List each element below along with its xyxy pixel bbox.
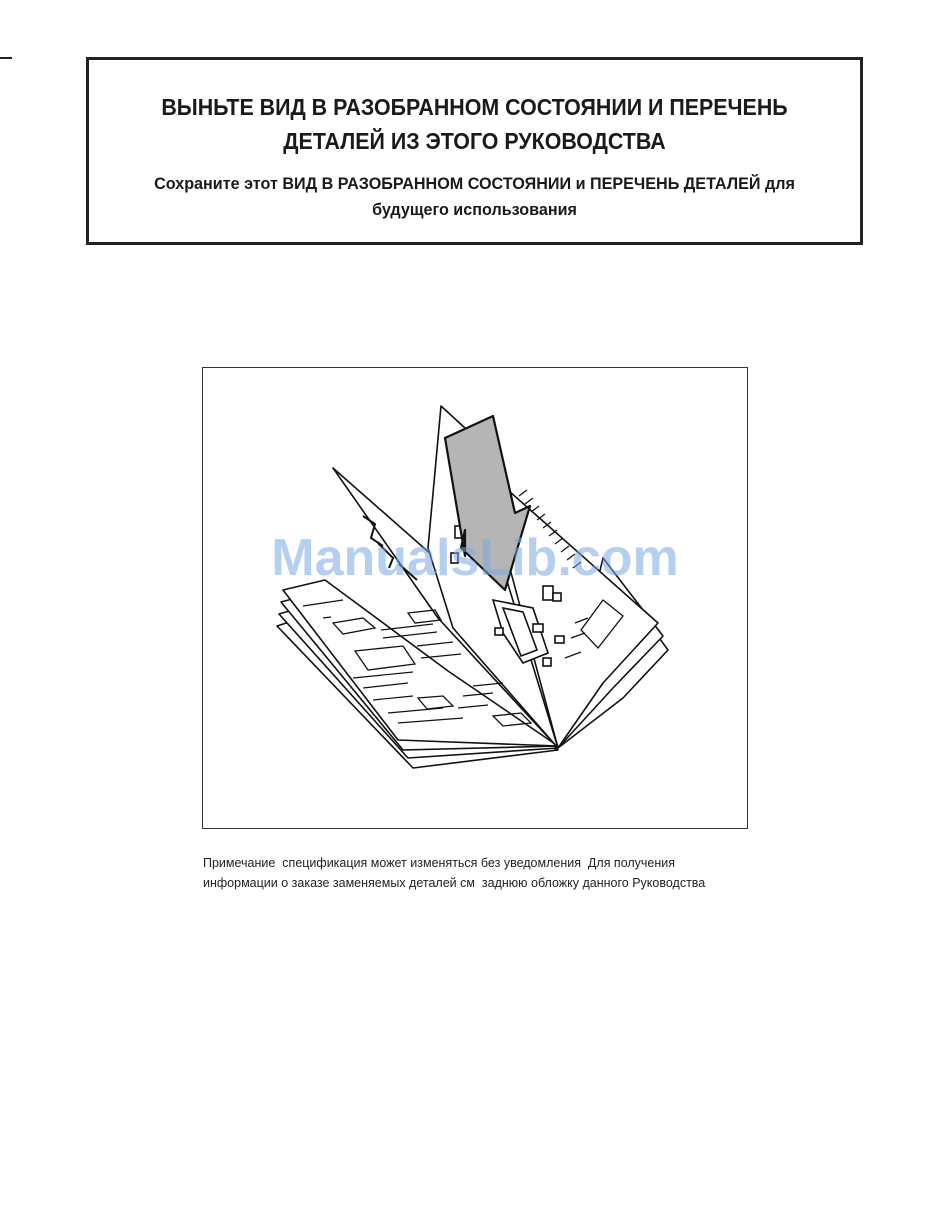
watermark: ManualsLib.com [271, 529, 679, 587]
notice-title [135, 90, 815, 158]
footnote-line-2: информации о заказе заменяемых деталей см заднюю обложку данного Руководства [203, 876, 706, 890]
book-with-pullout-arrow-icon [203, 368, 749, 830]
notice-box [86, 57, 863, 245]
notice-subtitle-line-1: Сохраните этот ВИД В РАЗОБРАННОМ СОСТОЯНИИ и ПЕРЕЧЕНЬ ДЕТАЛЕЙ для [154, 174, 795, 193]
notice-subtitle [127, 171, 821, 223]
footnote [203, 853, 763, 893]
footnote-line-1: Примечание спецификация может изменяться без уведомления Для получения [203, 856, 676, 870]
notice-title-line-2: ДЕТАЛЕЙ ИЗ ЭТОГО РУКОВОДСТВА [283, 128, 666, 154]
notice-title-line-1: ВЫНЬТЕ ВИД В РАЗОБРАННОМ СОСТОЯНИИ И ПЕРЕЧЕНЬ [161, 94, 788, 120]
notice-subtitle-line-2: будущего использования [372, 200, 577, 219]
page-corner-mark [0, 57, 12, 59]
illustration-frame [202, 367, 748, 829]
